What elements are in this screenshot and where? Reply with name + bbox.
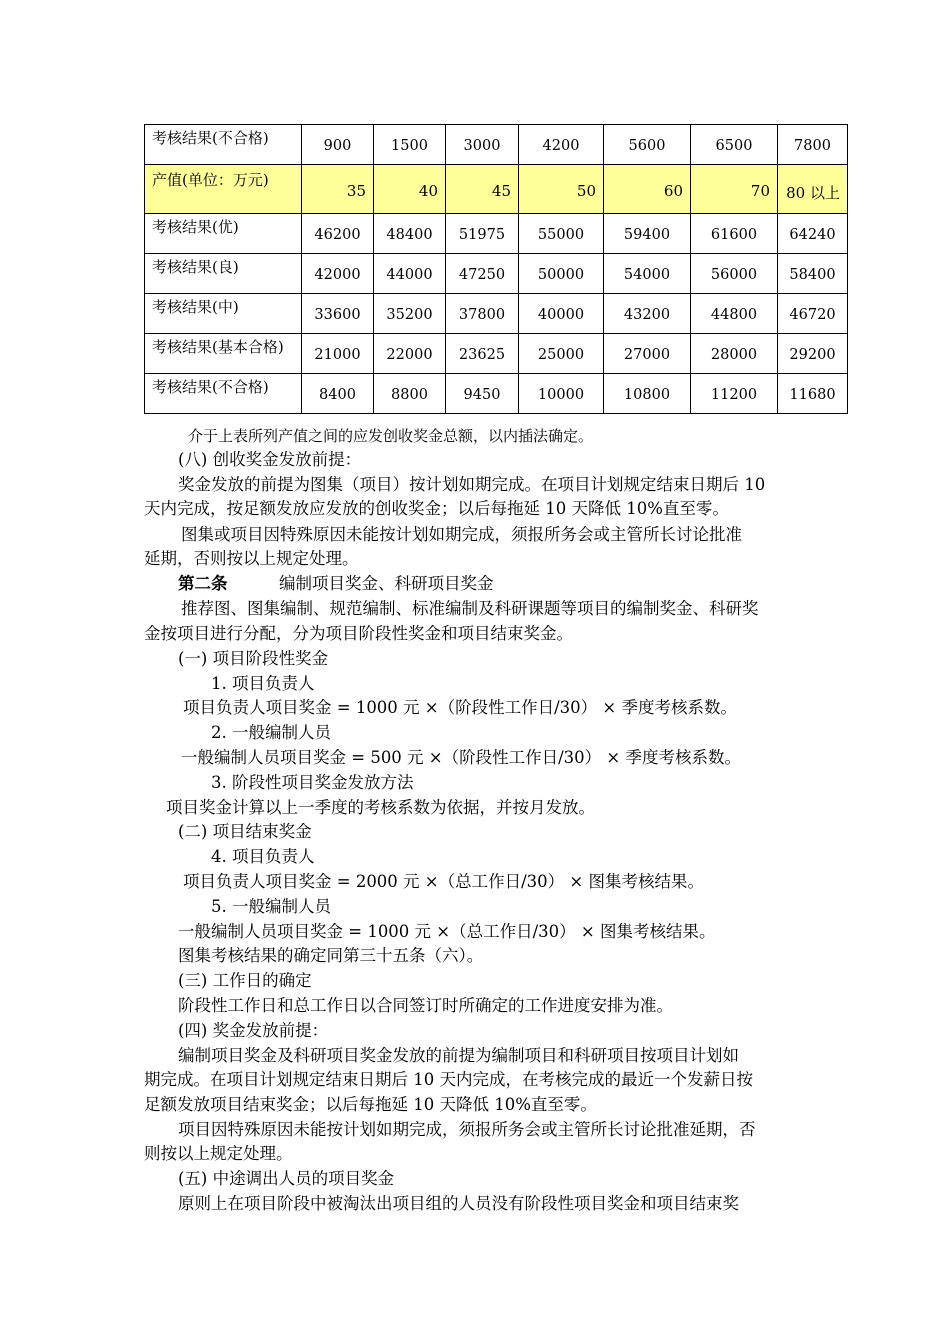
table-cell: 42000 [302,254,374,294]
row-label: 考核结果(中) [145,294,302,334]
table-cell: 55000 [519,214,604,254]
paragraph: 期完成。在项目计划规定结束日期后 10 天内完成，在考核完成的最近一个发薪日按 [144,1070,753,1089]
table-cell: 900 [302,125,374,165]
table-cell: 60 [604,165,691,214]
subsection-heading: (二) 项目结束奖金 [178,822,312,841]
table-cell: 51975 [446,214,519,254]
table-cell: 80 以上 [778,165,848,214]
table-cell: 54000 [604,254,691,294]
table-cell: 50 [519,165,604,214]
table-row [145,374,848,414]
row-label: 考核结果(不合格) [145,125,302,165]
paragraph: 阶段性工作日和总工作日以合同签订时所确定的工作进度安排为准。 [178,996,673,1015]
paragraph: 推荐图、图集编制、规范编制、标准编制及科研课题等项目的编制奖金、科研奖 [181,599,759,618]
table-cell: 44000 [374,254,446,294]
table-cell: 64240 [778,214,848,254]
subsection-heading: (四) 奖金发放前提： [178,1021,329,1040]
item-heading: 1. 项目负责人 [211,674,315,693]
table-cell: 50000 [519,254,604,294]
table-cell: 8400 [302,374,374,414]
table-cell: 25000 [519,334,604,374]
table-cell: 22000 [374,334,446,374]
item-heading: 4. 项目负责人 [211,847,315,866]
table-cell: 29200 [778,334,848,374]
table-cell: 7800 [778,125,848,165]
paragraph: 金按项目进行分配，分为项目阶段性奖金和项目结束奖金。 [144,624,573,643]
table-cell: 70 [691,165,778,214]
table-cell: 8800 [374,374,446,414]
row-label: 考核结果(基本合格) [145,334,302,374]
paragraph: 延期，否则按以上规定处理。 [144,549,359,568]
table-cell: 10800 [604,374,691,414]
paragraph: 足额发放项目结束奖金；以后每拖延 10 天降低 10%直至零。 [144,1095,597,1114]
subsection-heading: (五) 中途调出人员的项目奖金 [178,1169,395,1188]
table-cell: 56000 [691,254,778,294]
paragraph: 奖金发放的前提为图集（项目）按计划如期完成。在项目计划规定结束日期后 10 [178,475,766,494]
table-cell: 1500 [374,125,446,165]
row-label: 考核结果(不合格) [145,374,302,414]
table-cell: 45 [446,165,519,214]
row-label: 产值(单位：万元) [145,165,302,214]
article-title: 编制项目奖金、科研项目奖金 [279,574,494,593]
item-heading: 5. 一般编制人员 [211,897,331,916]
table-row [145,214,848,254]
table-note: 介于上表所列产值之间的应发创收奖金总额，以内插法确定。 [188,427,594,445]
table-cell: 37800 [446,294,519,334]
table-cell: 59400 [604,214,691,254]
table-cell: 48400 [374,214,446,254]
paragraph: 图集考核结果的确定同第三十五条（六）。 [178,946,484,965]
paragraph: 项目因特殊原因未能按计划如期完成，须报所务会或主管所长讨论批准延期，否 [178,1120,756,1139]
table-cell: 21000 [302,334,374,374]
table-cell: 10000 [519,374,604,414]
table-cell: 61600 [691,214,778,254]
table-cell: 35 [302,165,374,214]
table-cell: 40000 [519,294,604,334]
table-cell: 28000 [691,334,778,374]
formula: 一般编制人员项目奖金 = 500 元 ×（阶段性工作日/30） × 季度考核系数。 [181,748,741,767]
formula: 一般编制人员项目奖金 = 1000 元 ×（总工作日/30） × 图集考核结果。 [178,922,716,941]
paragraph: 天内完成，按足额发放应发放的创收奖金；以后每拖延 10 天降低 10%直至零。 [144,499,729,518]
formula: 项目负责人项目奖金 = 1000 元 ×（阶段性工作日/30） × 季度考核系数。 [183,698,737,717]
table-cell: 5600 [604,125,691,165]
table-cell: 23625 [446,334,519,374]
subsection-heading: (三) 工作日的确定 [178,971,312,990]
table-cell: 43200 [604,294,691,334]
table-cell: 58400 [778,254,848,294]
article-number: 第二条 [178,574,228,593]
paragraph: 项目奖金计算以上一季度的考核系数为依据，并按月发放。 [166,798,595,817]
table-cell: 47250 [446,254,519,294]
row-label: 考核结果(良) [145,254,302,294]
table-cell: 40 [374,165,446,214]
section-8-heading: (八) 创收奖金发放前提： [178,450,362,469]
table-cell: 33600 [302,294,374,334]
table-cell: 4200 [519,125,604,165]
table-cell: 3000 [446,125,519,165]
table-cell: 11680 [778,374,848,414]
subsection-heading: (一) 项目阶段性奖金 [178,649,329,668]
table-cell: 35200 [374,294,446,334]
item-heading: 2. 一般编制人员 [211,723,331,742]
table-row [145,254,848,294]
table-cell: 6500 [691,125,778,165]
table-cell: 44800 [691,294,778,334]
table-cell: 46200 [302,214,374,254]
item-heading: 3. 阶段性项目奖金发放方法 [211,773,414,792]
table-cell: 11200 [691,374,778,414]
table-row [145,165,848,214]
table-row [145,294,848,334]
paragraph: 编制项目奖金及科研项目奖金发放的前提为编制项目和科研项目按项目计划如 [178,1046,739,1065]
row-label: 考核结果(优) [145,214,302,254]
formula: 项目负责人项目奖金 = 2000 元 ×（总工作日/30） × 图集考核结果。 [183,872,704,891]
table-row [145,125,848,165]
table-row [145,334,848,374]
bonus-table [144,124,848,414]
table-cell: 27000 [604,334,691,374]
table-cell: 9450 [446,374,519,414]
paragraph: 则按以上规定处理。 [144,1144,293,1163]
paragraph: 图集或项目因特殊原因未能按计划如期完成，须报所务会或主管所长讨论批准 [181,525,742,544]
table-cell: 46720 [778,294,848,334]
paragraph: 原则上在项目阶段中被淘汰出项目组的人员没有阶段性项目奖金和项目结束奖 [178,1194,739,1213]
